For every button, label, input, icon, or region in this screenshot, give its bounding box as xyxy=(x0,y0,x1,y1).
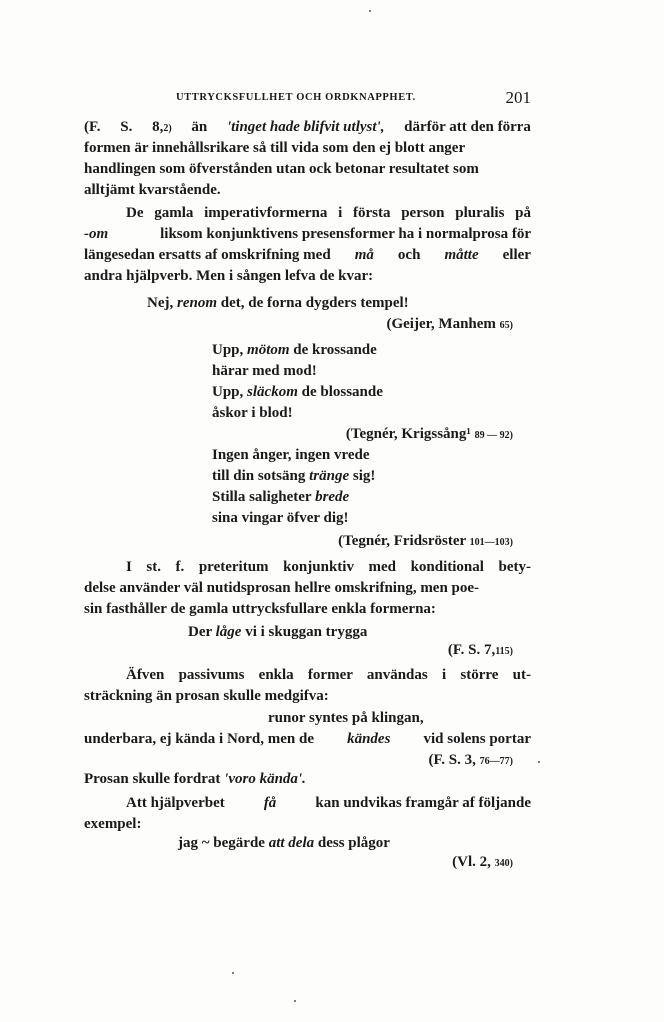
scan-speck xyxy=(294,1000,296,1002)
paragraph-6-line-1: Att hjälpverbet få kan undvikas framgår af följande xyxy=(126,795,531,811)
quote-6-citation: (Vl. 2, 340) xyxy=(452,854,513,870)
quote-1-citation: (Geijer, Manhem 65) xyxy=(386,316,513,332)
paragraph-1-line-4: alltjämt kvarstående. xyxy=(84,182,221,198)
paragraph-1-line-3: handlingen som öfverstånden utan ock betonar resultatet som xyxy=(84,161,479,177)
quote-4-line-1: Der låge vi i skuggan trygga xyxy=(188,624,368,640)
paragraph-3-line-2: delse använder väl nutidsprosan hellre omskrifning, men poe- xyxy=(84,580,480,596)
quote-2-citation: (Tegnér, Krigssång¹ 89 — 92) xyxy=(345,426,513,442)
quote-3-line-2: till din sotsäng tränge sig! xyxy=(212,468,376,484)
page-number: 201 xyxy=(505,88,531,107)
quoted-phrase: 'tinget hade blifvit utlyst', xyxy=(226,119,385,135)
quote-2-line-1: Upp, mötom de krossande xyxy=(212,342,377,358)
quote-5-line-2: underbara, ej kända i Nord, men de kändes vid solens portar xyxy=(84,731,531,747)
paragraph-2-line-1: De gamla imperativformerna i första person pluralis på xyxy=(126,205,531,221)
quote-4-citation: (F. S. 7,115) xyxy=(447,642,513,658)
paragraph-3-line-1: I st. f. preteritum konjunktiv med konditional bety- xyxy=(126,559,531,575)
paragraph-2-line-2: -om liksom konjunktivens presensformer ha i normalprosa för xyxy=(84,226,531,242)
paragraph-4-line-2: sträckning än prosan skulle medgifva: xyxy=(84,688,329,704)
quote-3-citation: (Tegnér, Fridsröster 101—103) xyxy=(338,533,513,549)
paragraph-4-line-1: Äfven passivums enkla former användas i större ut- xyxy=(126,667,531,683)
paragraph-2-line-4: andra hjälpverb. Men i sången lefva de kvar: xyxy=(84,268,374,284)
scan-speck xyxy=(232,972,234,974)
quote-1-line-1: Nej, renom det, de forna dygders tempel! xyxy=(147,295,409,311)
page-header xyxy=(176,88,531,112)
paragraph-2-line-3: längesedan ersatts af omskrifning med må och måtte eller xyxy=(84,247,531,263)
paragraph-1-line-1: (F. S. 8,2) än 'tinget hade blifvit utlyst', därför att den förra xyxy=(84,117,531,139)
paragraph-3-line-3: sin fasthåller de gamla uttrycksfullare enkla formerna: xyxy=(84,601,436,617)
scan-speck xyxy=(369,10,371,12)
quote-3-line-1: Ingen ånger, ingen vrede xyxy=(212,447,370,463)
paragraph-6-line-2: exempel: xyxy=(84,816,142,832)
quote-5-citation: (F. S. 3, 76—77) xyxy=(428,752,513,768)
quote-2-line-4: åskor i blod! xyxy=(212,405,293,421)
scan-speck xyxy=(538,761,540,763)
quote-2-line-3: Upp, släckom de blossande xyxy=(212,384,383,400)
quote-3-line-4: sina vingar öfver dig! xyxy=(212,510,349,526)
running-title: UTTRYCKSFULLHET OCH ORDKNAPPHET. xyxy=(176,92,416,103)
quote-6-line-1: jag ~ begärde att dela dess plågor xyxy=(178,835,390,851)
paragraph-5-line-1: Prosan skulle fordrat 'voro kända'. xyxy=(84,771,306,787)
quote-5-line-1: runor syntes på klingan, xyxy=(268,710,424,726)
paragraph-1-line-2: formen är innehållsrikare så till vida som den ej blott anger xyxy=(84,140,466,156)
quote-2-line-2: härar med mod! xyxy=(212,363,317,379)
quote-3-line-3: Stilla saligheter brede xyxy=(212,489,350,505)
